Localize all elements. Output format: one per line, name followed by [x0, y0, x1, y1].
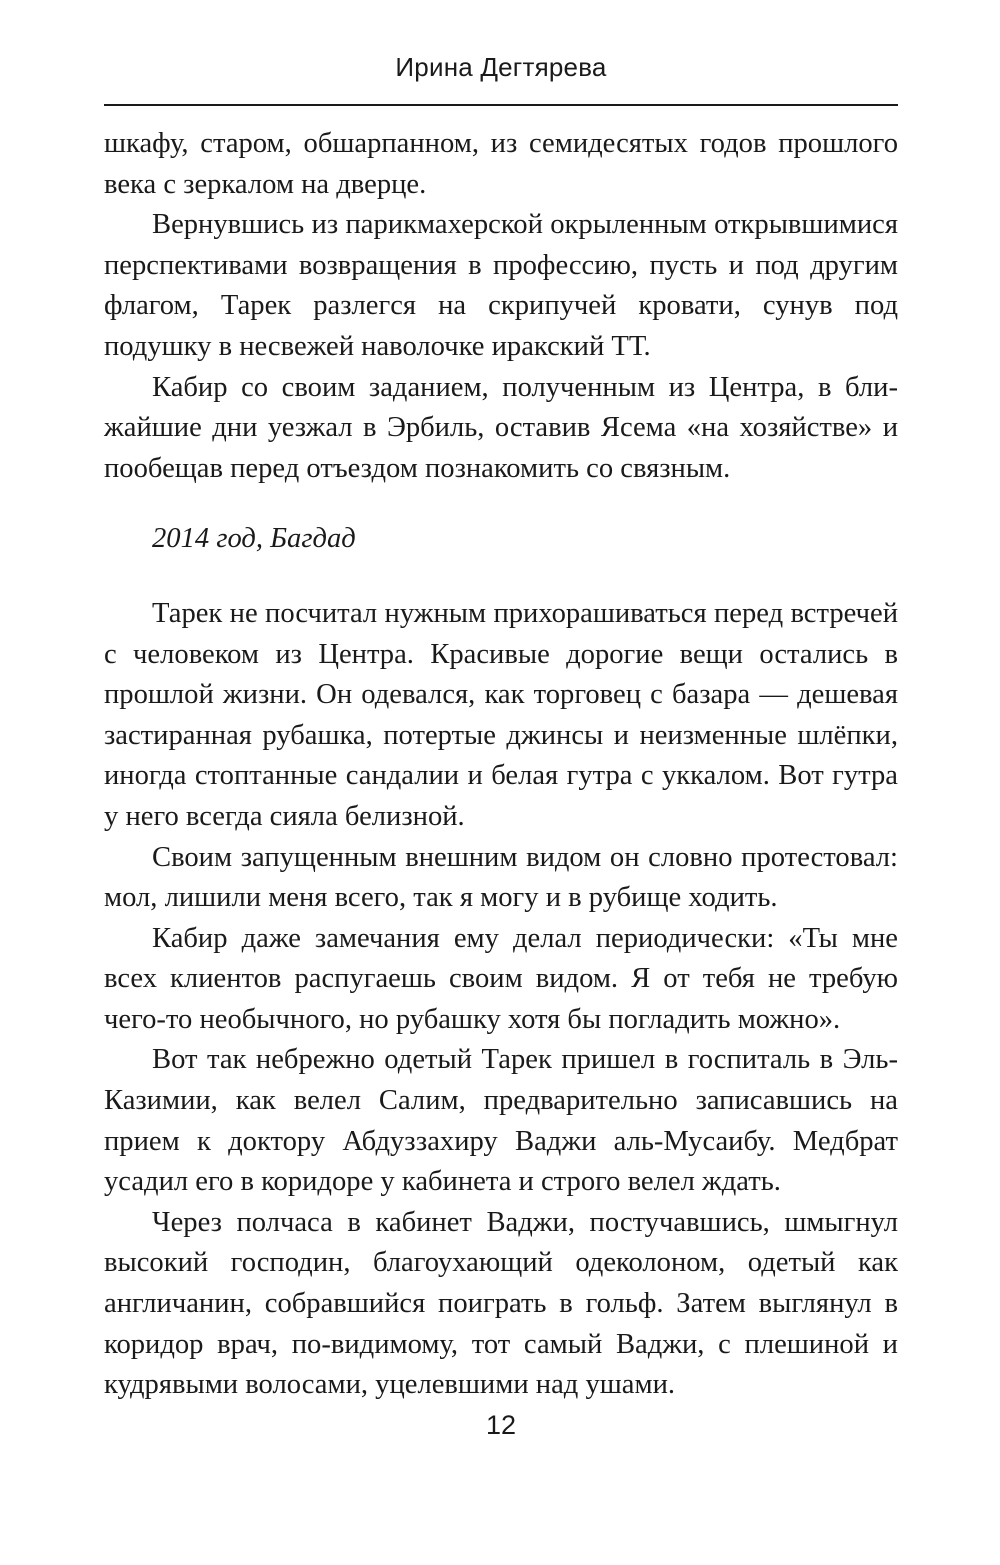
running-head-author: Ирина Дегтярева — [395, 52, 607, 82]
paragraph: Вот так небрежно одетый Тарек пришел в госпиталь в Эль-Казимии, как велел Салим, предварительно записавшись на прием к доктору Абдуззахиру Ваджи аль-Мусаибу. Медбрат усадил его в коридоре у кабинета и строго велел ждать. — [104, 1044, 898, 1198]
paragraph: Через полчаса в кабинет Ваджи, постучавшись, шмыгнул высокий господин, благоухающий одеколоном, одетый как англичанин, собравшийся поиграть в гольф. Затем выглянул в коридор врач, по-видимому, тот самый Ваджи, с плешиной и кудрявыми волосами, уцелевшими над ушами. — [104, 1206, 898, 1401]
paragraph: Вернувшись из парикмахерской окрыленным открывшимися перспективами возвращения в профессию, пусть и под другим флагом, Тарек разлегся на скрипучей кровати, сунув под подушку в несвежей наволочке иракский ТТ. — [104, 209, 898, 362]
header-rule — [104, 104, 898, 106]
paragraph: Кабир со своим заданием, полученным из Центра, в ближайшие дни уезжал в Эрбиль, оставив Ясема «на хозяйстве» и пообещав перед отъездом познакомить со связным. — [104, 371, 898, 484]
paragraph: Тарек не посчитал нужным прихорашиваться перед встречей с человеком из Центра. Красивые дорогие вещи остались в прошлой жизни. Он одевался, как торговец с базара — дешевая застиранная рубашка, потертые джинсы и неизменные шлёпки, иногда стоптанные сандалии и белая гутра с уккалом. Вот гутра у него всегда сияла белизной. — [104, 597, 898, 832]
paragraph-continuation: шкафу, старом, обшарпанном, из семидесятых годов прошлого века с зеркалом на дверце. — [104, 128, 898, 200]
section-heading: 2014 год, Багдад — [152, 523, 356, 555]
paragraph: Своим запущенным внешним видом он словно протестовал: мол, лишили меня всего, так я могу и в рубище ходить. — [104, 841, 898, 914]
paragraph: Кабир даже замечания ему делал периодически: «Ты мне всех клиентов распугаешь своим видом. Я от тебя не требую чего-то необычного, но рубашку хотя бы погладить можно». — [104, 922, 898, 1035]
page-number: 12 — [485, 1410, 517, 1440]
body-text — [104, 124, 898, 1406]
